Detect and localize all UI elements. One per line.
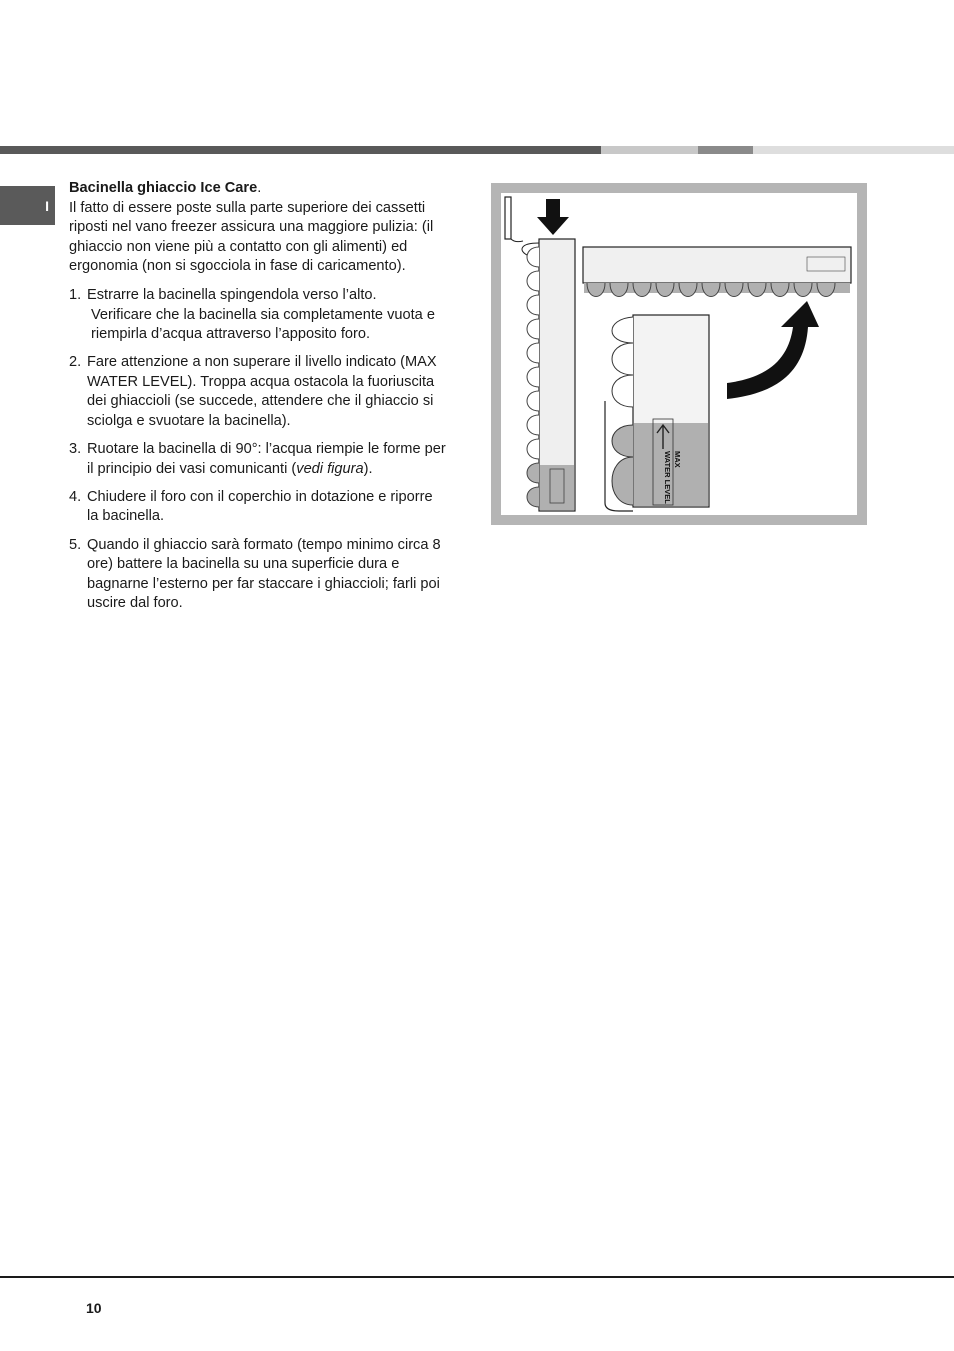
lid-icon bbox=[505, 197, 511, 239]
ice-tray-illustration bbox=[501, 193, 857, 515]
list-item: 5. Quando il ghiaccio sarà formato (tempo minimo circa 8 ore) battere la bacinella su una superficie dura e bagnarne l’esterno per far staccare i ghiaccioli; farli poi uscire dal foro. bbox=[69, 536, 441, 612]
header-bar-dark bbox=[0, 146, 601, 154]
section-intro: Il fatto di essere poste sulla parte superiore dei cassetti riposti nel vano freezer assicura una maggiore pulizia: (il ghiaccio non viene più a contatto con gli alimenti) ed ergonomia (non si sgocciola in fase di caricamento). bbox=[69, 199, 434, 275]
rotated-tray bbox=[605, 315, 709, 511]
figure-label-max: MAX bbox=[673, 451, 682, 468]
header-bar-light bbox=[601, 146, 698, 154]
ice-tray-figure bbox=[491, 183, 867, 525]
page-number: 10 bbox=[86, 1300, 102, 1316]
list-item: 1. Estrarre la bacinella spingendola verso l’alto. Verificare che la bacinella sia completamente vuota e riempirla d’acqua attraverso l’apposito foro. bbox=[69, 286, 435, 343]
content-column bbox=[69, 179, 447, 622]
steps-list bbox=[69, 286, 447, 614]
arrow-down-icon bbox=[537, 199, 569, 235]
vertical-tray bbox=[522, 239, 575, 511]
horizontal-tray bbox=[583, 247, 851, 297]
figure-label-water-level: WATER LEVEL bbox=[663, 451, 672, 504]
list-item: 2. Fare attenzione a non superare il livello indicato (MAX WATER LEVEL). Troppa acqua ostacola la fuoriuscita dei ghiaccioli (se succede, attendere che il ghiaccio si sciolga e svuotare la bacinella). bbox=[69, 354, 437, 430]
rotate-arrow-icon bbox=[727, 301, 819, 399]
section-heading: Bacinella ghiaccio Ice Care. bbox=[69, 180, 262, 196]
figure-panel bbox=[501, 193, 857, 515]
footer-rule bbox=[0, 1276, 954, 1278]
language-tab: I bbox=[0, 186, 55, 225]
section-title: Bacinella ghiaccio Ice Care bbox=[69, 180, 258, 196]
list-item: 4. Chiudere il foro con il coperchio in dotazione e riporre la bacinella. bbox=[69, 488, 433, 525]
header-bar-pale bbox=[753, 146, 954, 154]
list-item: 3. Ruotare la bacinella di 90°: l’acqua riempie le forme per il principio dei vasi comunicanti (vedi figura). bbox=[69, 441, 446, 477]
header-bar-mid bbox=[698, 146, 753, 154]
